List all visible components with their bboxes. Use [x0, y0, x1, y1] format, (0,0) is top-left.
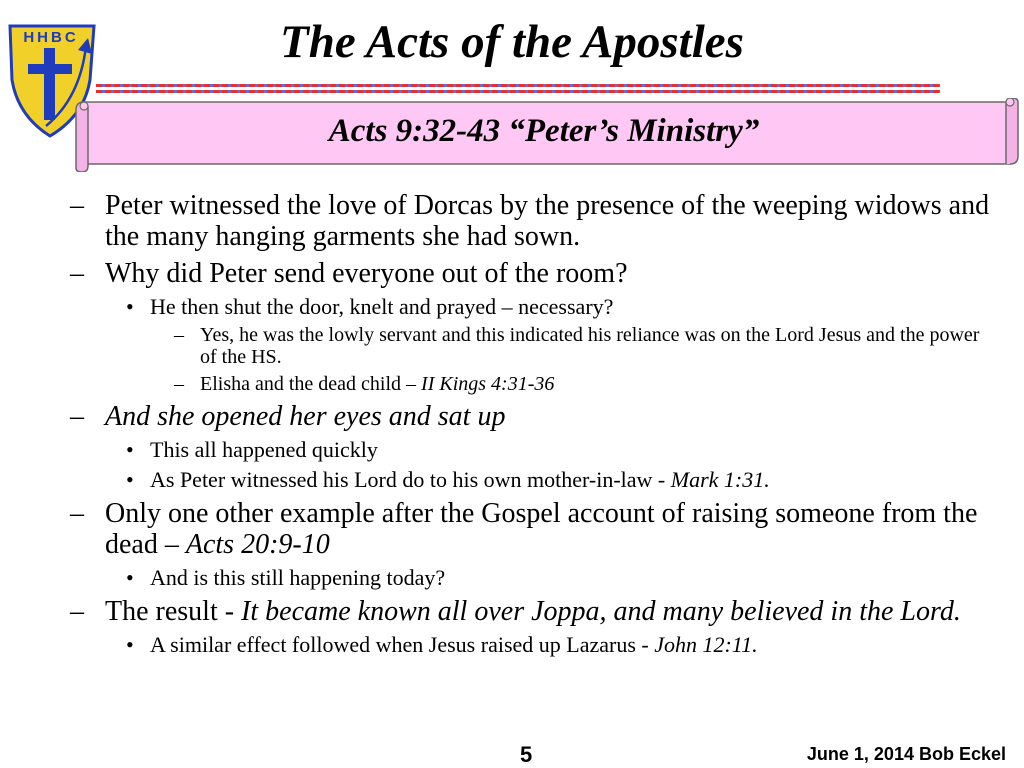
dash-marker: – [70, 498, 84, 529]
item-text: And she opened her eyes and sat up [105, 401, 506, 432]
item-text: As Peter witnessed his Lord do to his own mother-in-law - [150, 467, 671, 492]
list-item [70, 294, 1000, 319]
list-item [70, 190, 1000, 252]
bullet-marker: • [126, 437, 134, 462]
page-number: 5 [520, 742, 533, 767]
list-item [70, 437, 1000, 462]
logo-text: HHBC [23, 29, 79, 46]
item-text: Why did Peter send everyone out of the room? [105, 258, 628, 289]
dash-marker: – [70, 401, 84, 432]
footer-date-author: June 1, 2014 Bob Eckel [806, 744, 1006, 764]
item-text: Elisha and the dead child – [200, 373, 422, 395]
list-item [70, 401, 1000, 432]
item-text: Only one other example after the Gospel account of raising someone from the dead – [105, 498, 978, 560]
page-title: The Acts of the Apostles [280, 16, 744, 68]
scripture-quote: It became known all over Joppa, and many believed in the Lord. [241, 596, 961, 627]
divider-bottom [96, 90, 940, 93]
dash-marker: – [174, 373, 184, 395]
list-item [70, 565, 1000, 590]
item-text: A similar effect followed when Jesus raised up Lazarus - [150, 632, 655, 657]
scripture-reference: II Kings 4:31-36 [421, 373, 555, 395]
banner-heading: Acts 9:32-43 “Peter’s Ministry” [328, 113, 760, 149]
list-item [70, 324, 1000, 368]
dash-marker: – [174, 324, 184, 346]
list-item [70, 632, 1000, 657]
item-text: Yes, he was the lowly servant and this indicated his reliance was on the Lord Jesus and the power of the HS. [200, 324, 980, 368]
list-item [70, 258, 1000, 289]
item-text: And is this still happening today? [150, 565, 446, 590]
divider-top [96, 84, 940, 87]
bullet-marker: • [126, 565, 134, 590]
list-item [70, 596, 1000, 627]
dash-marker: – [70, 190, 84, 221]
bullet-marker: • [126, 467, 134, 492]
list-item [70, 498, 1000, 560]
item-text: The result - [105, 596, 242, 627]
list-item [70, 373, 1000, 395]
dash-marker: – [70, 596, 84, 627]
item-text: He then shut the door, knelt and prayed – necessary? [150, 294, 614, 319]
scripture-reference: John 12:11. [654, 632, 758, 657]
item-text: This all happened quickly [150, 437, 378, 462]
bullet-marker: • [126, 294, 134, 319]
list-item [70, 467, 1000, 492]
scripture-reference: Mark 1:31. [670, 467, 770, 492]
item-text: Peter witnessed the love of Dorcas by the presence of the weeping widows and the many hanging garments she had sown. [105, 190, 990, 252]
scripture-reference: Acts 20:9-10 [185, 529, 330, 560]
slide-content [70, 184, 1000, 657]
bullet-marker: • [126, 632, 134, 657]
dash-marker: – [70, 258, 84, 289]
